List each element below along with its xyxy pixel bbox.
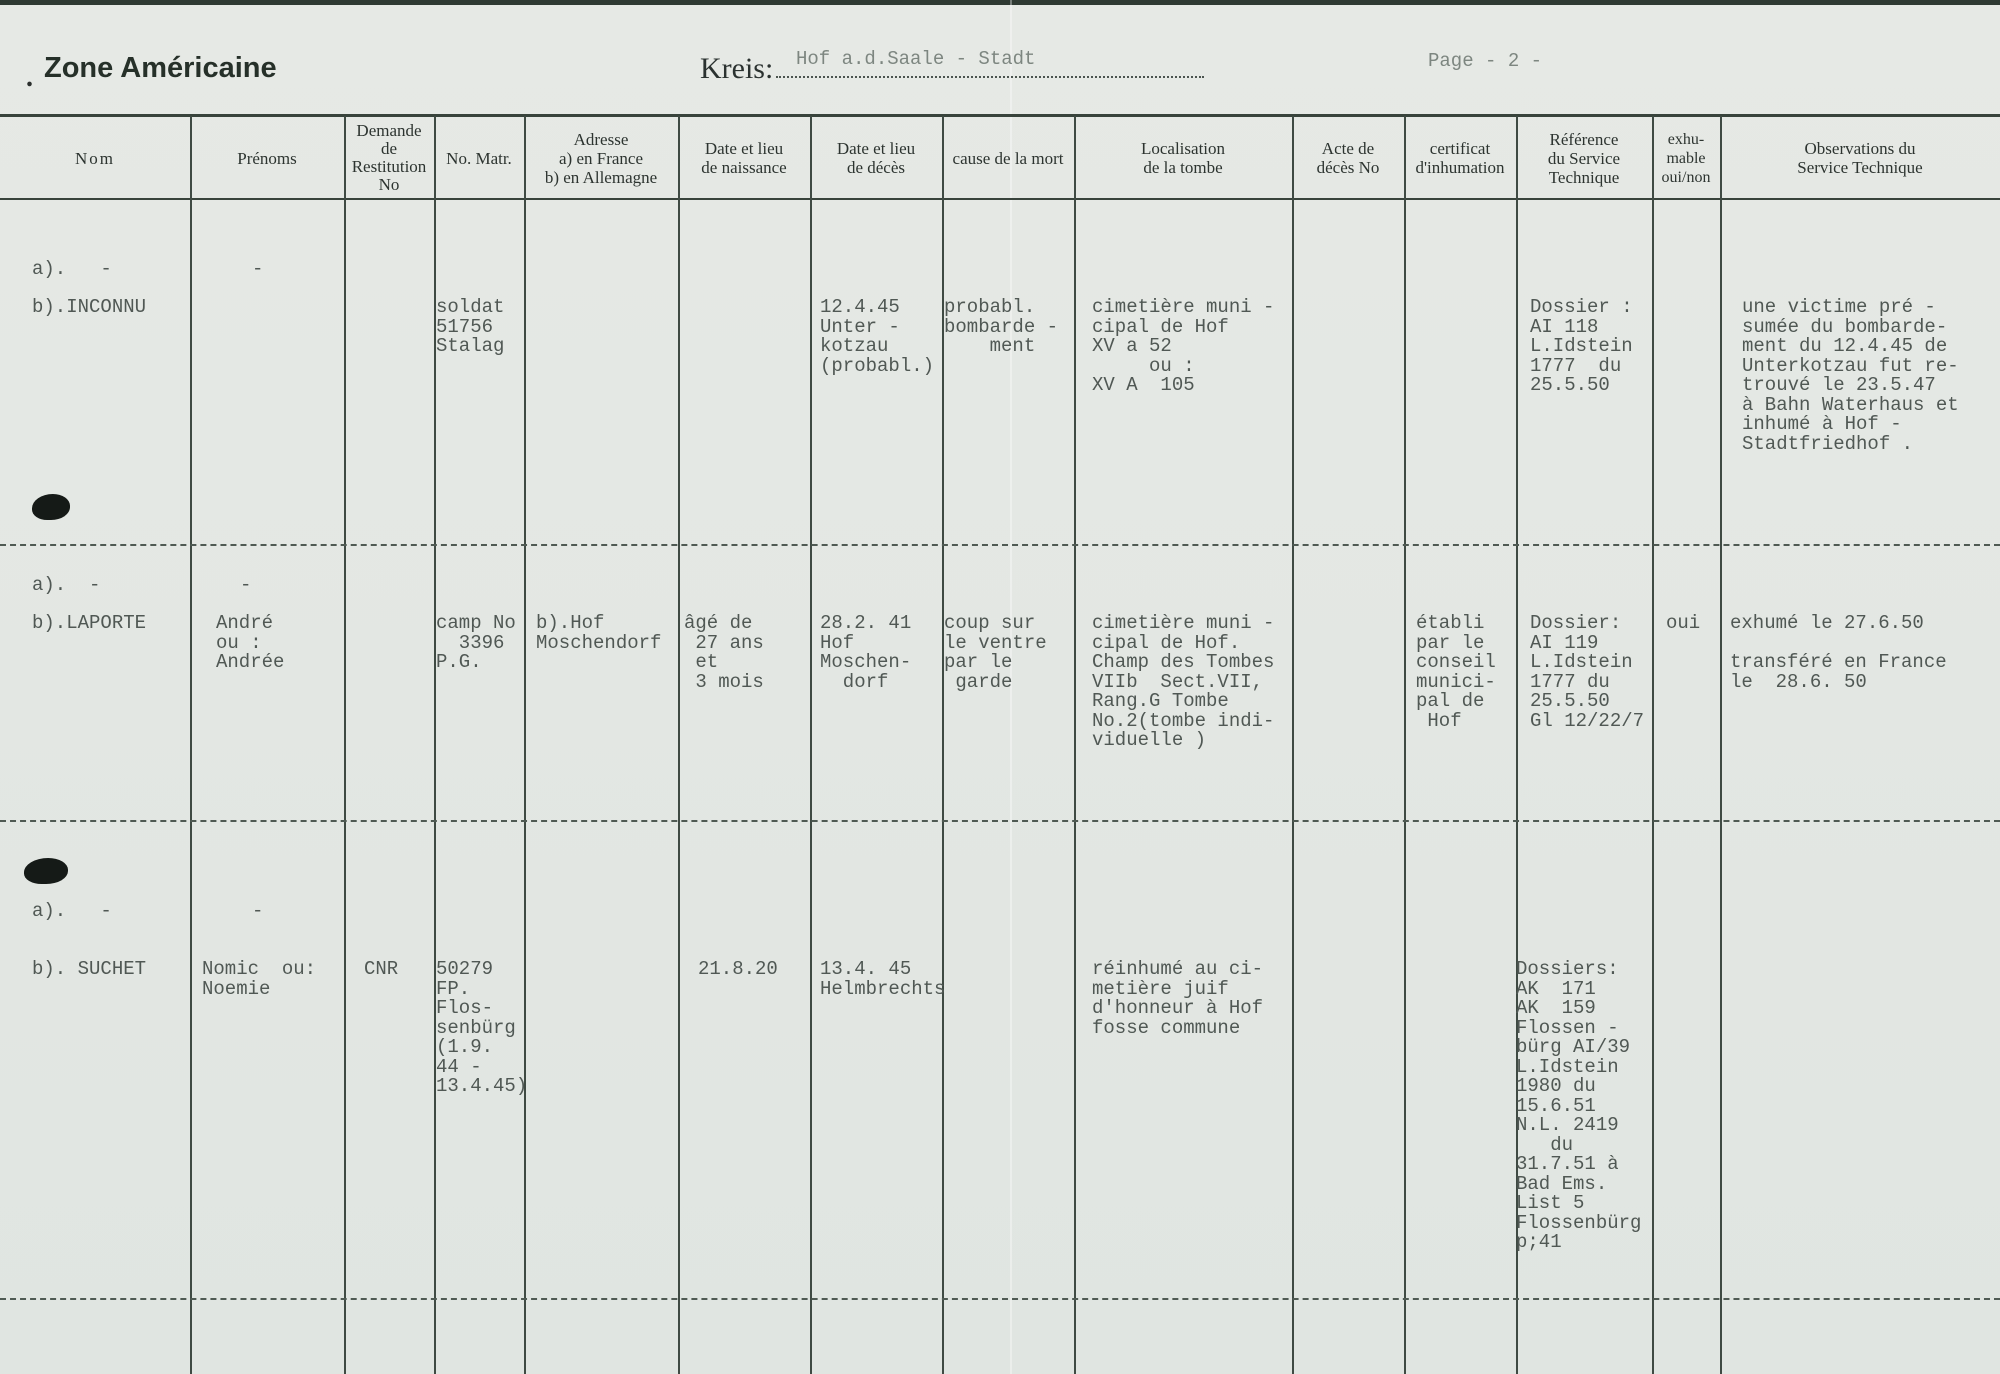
column-divider bbox=[1720, 116, 1722, 1374]
cause: coup sur le ventre par le garde bbox=[944, 612, 1047, 693]
prenoms-a: - bbox=[240, 574, 252, 596]
observations: exhumé le 27.6.50 transféré en France le 28.6. 50 bbox=[1730, 612, 1947, 693]
column-divider bbox=[190, 116, 192, 1374]
header-deces: Date et lieu de décès bbox=[836, 139, 916, 177]
column-divider bbox=[1652, 116, 1654, 1374]
tombe: cimetière muni - cipal de Hof XV a 52 ou : XV A 105 bbox=[1092, 296, 1275, 396]
naissance: âgé de 27 ans et 3 mois bbox=[684, 612, 764, 693]
nom-a: a). - bbox=[32, 900, 112, 922]
header-cause: cause de la mort bbox=[952, 148, 1064, 168]
nom-b: b). SUCHET bbox=[32, 958, 147, 980]
observations: une victime pré - sumée du bombarde- ment du 12.4.45 de Unterkotzau fut re- trouvé le 23.5.47 à Bahn Waterhaus et inhumé à Hof - Stadtfriedhof . bbox=[1742, 296, 1959, 455]
nom-b: b).INCONNU bbox=[32, 296, 147, 318]
matricule: soldat 51756 Stalag bbox=[436, 296, 505, 357]
prenoms: André ou : Andrée bbox=[216, 612, 285, 673]
column-divider bbox=[344, 116, 346, 1374]
matricule: camp No 3396 P.G. bbox=[436, 612, 516, 673]
column-divider bbox=[1074, 116, 1076, 1374]
header-naissance: Date et lieu de naissance bbox=[701, 139, 787, 177]
reference: Dossier : AI 118 L.Idstein 1777 du 25.5.50 bbox=[1530, 296, 1633, 396]
header-acte: Acte de décès No bbox=[1316, 139, 1380, 177]
column-divider bbox=[678, 116, 680, 1374]
reference: Dossiers: AK 171 AK 159 Flossen - bürg AI/39 L.Idstein 1980 du 15.6.51 N.L. 2419 du 31.7.51 à Bad Ems. List 5 Flossenbürg p;41 bbox=[1516, 958, 1642, 1253]
deces: 28.2. 41 Hof Moschen- dorf bbox=[820, 612, 912, 693]
header-nom: Nom bbox=[75, 148, 115, 168]
column-divider bbox=[1292, 116, 1294, 1374]
nom-a: a). - bbox=[32, 258, 112, 280]
column-divider bbox=[810, 116, 812, 1374]
header-certificat: certificat d'inhumation bbox=[1415, 139, 1505, 177]
certificat: établi par le conseil munici- pal de Hof bbox=[1416, 612, 1496, 732]
page-number: Page - 2 - bbox=[1428, 50, 1543, 72]
column-divider bbox=[524, 116, 526, 1374]
header-observations: Observations du Service Technique bbox=[1797, 139, 1923, 177]
zone-title: Zone Américaine bbox=[44, 52, 277, 84]
prenoms: Nomic ou: Noemie bbox=[202, 958, 317, 1000]
matricule: 50279 FP. Flos- senbürg (1.9. 44 - 13.4.45) bbox=[436, 958, 528, 1097]
row-separator bbox=[0, 1298, 2000, 1300]
naissance: 21.8.20 bbox=[698, 958, 778, 980]
demande: CNR bbox=[364, 958, 399, 980]
nom-b: b).LAPORTE bbox=[32, 612, 147, 634]
nom-a: a). - bbox=[32, 574, 101, 596]
column-divider bbox=[1404, 116, 1406, 1374]
tombe: cimetière muni - cipal de Hof. Champ des Tombes VIIb Sect.VII, Rang.G Tombe No.2(tombe indi- viduelle ) bbox=[1092, 612, 1275, 751]
kreis-label: Kreis: bbox=[700, 52, 774, 85]
header-adresse: Adresse a) en France b) en Allemagne bbox=[544, 129, 658, 187]
deces: 12.4.45 Unter - kotzau (probabl.) bbox=[820, 296, 935, 377]
row-separator bbox=[0, 820, 2000, 822]
tombe: réinhumé au ci- metière juif d'honneur à Hof fosse commune bbox=[1092, 958, 1264, 1039]
kreis-value: Hof a.d.Saale - Stadt bbox=[776, 48, 1204, 78]
header-prenoms: Prénoms bbox=[237, 148, 297, 168]
top-border bbox=[0, 0, 2000, 5]
deces: 13.4. 45 Helmbrechts bbox=[820, 958, 946, 1000]
reference: Dossier: AI 119 L.Idstein 1777 du 25.5.50 Gl 12/22/7 bbox=[1530, 612, 1645, 732]
prenoms-a: - bbox=[252, 258, 264, 280]
adresse: b).Hof Moschendorf bbox=[536, 612, 662, 654]
header-exhumable: exhu- mable oui/non bbox=[1661, 130, 1711, 186]
ink-blot bbox=[32, 494, 70, 520]
ink-mark: . bbox=[26, 62, 33, 93]
prenoms-a: - bbox=[252, 900, 264, 922]
header-reference: Référence du Service Technique bbox=[1547, 129, 1621, 187]
exhumable: oui bbox=[1666, 612, 1701, 634]
header-tombe: Localisation de la tombe bbox=[1140, 139, 1226, 177]
row-separator bbox=[0, 544, 2000, 546]
header-matricule: No. Matr. bbox=[446, 148, 512, 168]
cause: probabl. bombarde - ment bbox=[944, 296, 1059, 357]
ink-blot bbox=[24, 858, 68, 884]
header-demande: Demande de Restitution No bbox=[351, 121, 427, 194]
